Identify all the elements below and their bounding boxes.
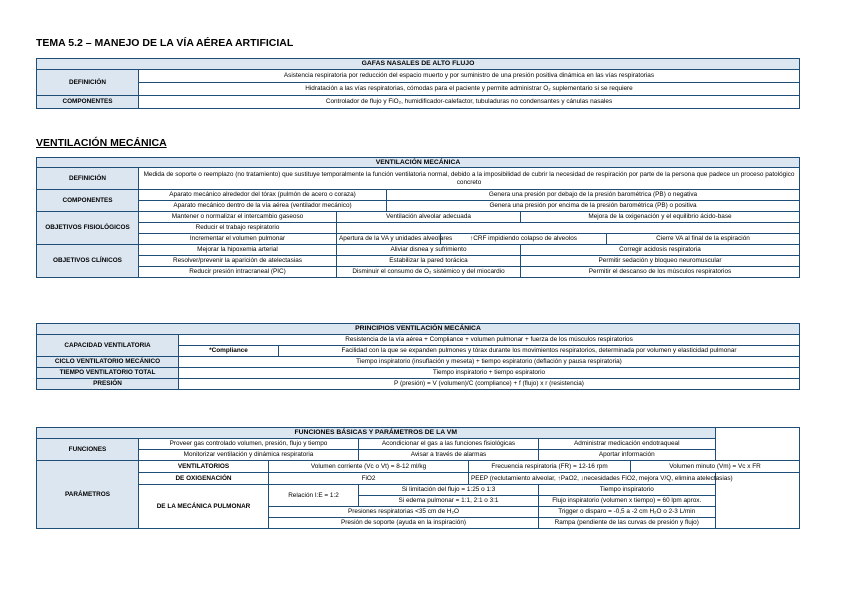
vm-comp-2b: Genera una presión por encima de la presión barométrica (PB) o positiva — [387, 201, 800, 212]
meca-label: DE LA MECÁNICA PULMONAR — [139, 485, 269, 529]
vm-definicion-label: DEFINICIÓN — [37, 168, 139, 190]
ie-label: Relación I:E = 1:2 — [269, 485, 359, 507]
vm-definicion: Medida de soporte o reemplazo (no tratamiento) que sustituye temporalmente la función ventilatoria normal, debido a la imposibilidad de cubrir la necesidad de respiración por parte de la persona que padece un proceso patológico concreto — [139, 168, 800, 190]
funciones-table — [36, 427, 800, 529]
ie-2: Si edema pulmonar = 1:1, 2:1 o 3:1 — [359, 496, 539, 507]
vm-comp-1b: Genera una presión por debajo de la presión barométrica (PB) o negativa — [387, 190, 800, 201]
page-title: TEMA 5.2 – MANEJO DE LA VÍA AÉREA ARTIFICIAL — [36, 37, 294, 49]
funcion-2a: Monitorizar ventilación y dinámica respiratoria — [139, 450, 359, 461]
vm-clin-3a: Reducir presión intracraneal (PIC) — [139, 267, 337, 278]
vm-fisio-1c: Mejora de la oxigenación y el equilibrio ácido-base — [521, 212, 800, 223]
vm-clin-1c: Corregir acidosis respiratoria — [521, 245, 800, 256]
vent-label: VENTILATORIOS — [139, 461, 269, 473]
ciclo-label: CICLO VENTILATORIO MECÁNICO — [37, 357, 179, 368]
flujo: Flujo inspiratorio (volumen x tiempo) = 60 lpm aprox. — [539, 496, 716, 507]
oxi-2: PEEP (reclutamiento alveolar, ↑PaO2, ↓necesidades FiO2, mejora V/Q, elimina atelectasias) — [469, 473, 716, 485]
oxi-label: DE OXIGENACIÓN — [139, 473, 269, 485]
gafas-componentes: Controlador de flujo y FiO₂, humidificador-calefactor, tubuladuras no condensantes y cánulas nasales — [139, 96, 800, 109]
vm-fisio-label: OBJETIVOS FISIOLÓGICOS — [37, 212, 139, 245]
vm-clin-label: OBJETIVOS CLÍNICOS — [37, 245, 139, 278]
tiempo-value: Tiempo inspiratorio + tiempo espiratorio — [179, 368, 800, 379]
presion-value: P (presión) = V (volumen)/C (compliance) + f (flujo) x r (resistencia) — [179, 379, 800, 390]
funcion-2c: Aportar información — [539, 450, 716, 461]
vm-fisio-2: Reducir el trabajo respiratorio — [139, 223, 337, 234]
vm-fisio-1a: Mantener o normalizar el intercambio gaseoso — [139, 212, 337, 223]
vm-clin-2a: Resolver/prevenir la aparición de atelectasias — [139, 256, 337, 267]
vm-table — [36, 157, 800, 278]
presion-label: PRESIÓN — [37, 379, 179, 390]
gafas-definicion-1: Asistencia respiratoria por reducción del espacio muerto y por suministro de una presión positiva dinámica en las vías respiratorias — [139, 70, 800, 83]
gafas-header: GAFAS NASALES DE ALTO FLUJO — [37, 59, 800, 70]
vm-clin-3b: Disminuir el consumo de O₂ sistémico y del miocardio — [337, 267, 521, 278]
ciclo-value: Tiempo inspiratorio (insuflación y meseta) + tiempo espiratorio (deflación y pausa respiratoria) — [179, 357, 800, 368]
funcion-2b: Avisar a través de alarmas — [359, 450, 539, 461]
vm-clin-2b: Estabilizar la pared torácica — [337, 256, 521, 267]
capacidad-label: CAPACIDAD VENTILATORIA — [37, 335, 179, 357]
capacidad-value: Resistencia de la vía aérea + Compliance + volumen pulmonar + fuerza de los músculos respiratorios — [179, 335, 800, 346]
funciones-header: FUNCIONES BÁSICAS Y PARÁMETROS DE LA VM — [37, 428, 716, 439]
tiempo-label: TIEMPO VENTILATORIO TOTAL — [37, 368, 179, 379]
funcion-1c: Administrar medicación endotraqueal — [539, 439, 716, 450]
vm-clin-2c: Permitir sedación y bloqueo neuromuscular — [521, 256, 800, 267]
soporte: Presión de soporte (ayuda en la inspiración) — [269, 518, 539, 529]
gafas-definicion-2: Hidratación a las vías respiratorias, cómodas para el paciente y permite administrar O₂ suplementario si se requiere — [139, 83, 800, 96]
gafas-definicion-label: DEFINICIÓN — [37, 70, 139, 96]
funciones-label: FUNCIONES — [37, 439, 139, 461]
vm-fisio-3c: ↑CRF impidiendo colapso de alveolos — [441, 234, 607, 245]
vm-fisio-1b: Ventilación alveolar adecuada — [337, 212, 521, 223]
funcion-1b: Acondicionar el gas a las funciones fisiológicas — [359, 439, 539, 450]
vm-clin-1b: Aliviar disnea y sufrimiento — [337, 245, 521, 256]
ie-1: Si limitación del flujo = 1:25 o 1:3 — [359, 485, 539, 496]
funcion-1a: Proveer gas controlado volumen, presión, flujo y tiempo — [139, 439, 359, 450]
oxi-1: FiO2 — [269, 473, 469, 485]
gafas-table — [36, 58, 800, 109]
vm-fisio-3d: Cierre VA al final de la espiración — [607, 234, 800, 245]
principios-table — [36, 323, 800, 390]
compliance-value: Facilidad con la que se expanden pulmones y tórax durante los movimientos respiratorios, determinada por volumen y elasticidad pulmonar — [279, 346, 800, 357]
parametros-label: PARÁMETROS — [37, 461, 139, 529]
principios-header: PRINCIPIOS VENTILACIÓN MECÁNICA — [37, 324, 800, 335]
vent-3: Volumen minuto (Vm) = Vc x FR — [631, 461, 800, 473]
rampa: Rampa (pendiente de las curvas de presión y flujo) — [539, 518, 716, 529]
presiones: Presiones respiratorias <35 cm de H₂O — [269, 507, 539, 518]
vm-comp-1a: Aparato mecánico alrededor del tórax (pulmón de acero o coraza) — [139, 190, 387, 201]
trigger: Trigger o disparo = -0,5 a -2 cm H₂O o 2-3 L/min — [539, 507, 716, 518]
vm-fisio-3a: Incrementar el volumen pulmonar — [139, 234, 337, 245]
section-title: VENTILACIÓN MECÁNICA — [36, 137, 167, 149]
vent-2: Frecuencia respiratoria (FR) = 12-16 rpm — [469, 461, 631, 473]
vm-componentes-label: COMPONENTES — [37, 190, 139, 212]
compliance-label: *Compliance — [179, 346, 279, 357]
tinsp: Tiempo inspiratorio — [539, 485, 716, 496]
vm-header: VENTILACIÓN MECÁNICA — [37, 158, 800, 168]
vm-clin-3c: Permitir el descanso de los músculos respiratorios — [521, 267, 800, 278]
vm-comp-2a: Aparato mecánico dentro de la vía aérea (ventilador mecánico) — [139, 201, 387, 212]
gafas-componentes-label: COMPONENTES — [37, 96, 139, 109]
vent-1: Volumen corriente (Vc o Vt) = 8-12 ml/kg — [269, 461, 469, 473]
vm-fisio-3b: Apertura de la VA y unidades alveolares — [337, 234, 441, 245]
vm-fisio-2-empty — [337, 223, 800, 234]
vm-clin-1a: Mejorar la hipoxemia arterial — [139, 245, 337, 256]
